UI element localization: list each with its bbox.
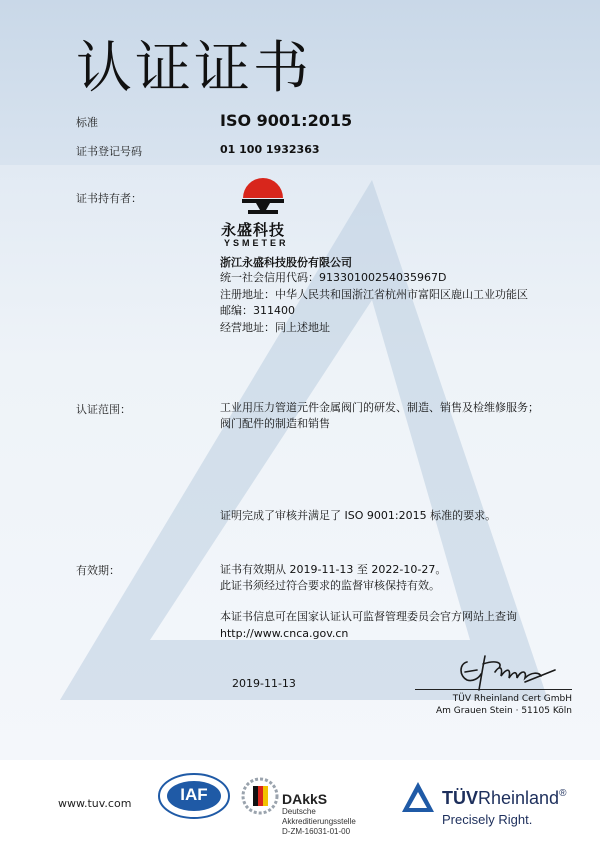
signature-icon bbox=[455, 652, 565, 692]
validity-line-2: 此证书须经过符合要求的监督审核保持有效。 bbox=[220, 579, 440, 592]
tuv-brand-light: Rheinland bbox=[478, 788, 560, 808]
company-name: 浙江永盛科技股份有限公司 bbox=[220, 256, 352, 269]
tuv-registered-mark: ® bbox=[559, 788, 567, 799]
dakks-emblem-icon bbox=[240, 776, 280, 816]
dakks-line-3: D-ZM-16031-01-00 bbox=[282, 827, 351, 836]
query-line: 本证书信息可在国家认证认可监督管理委员会官方网站上查询 bbox=[220, 610, 517, 623]
certificate-title: 认证证书 bbox=[76, 36, 312, 101]
credit-code: 统一社会信用代码：91330100254035967D bbox=[220, 271, 447, 284]
dakks-line-2: Akkreditierungsstelle bbox=[282, 817, 356, 826]
registration-number-value: 01 100 1932363 bbox=[220, 143, 320, 156]
query-url[interactable]: http://www.cnca.gov.cn bbox=[220, 627, 349, 640]
dakks-details bbox=[282, 807, 356, 837]
validity-line-1: 证书有效期从 2019-11-13 至 2022-10-27。 bbox=[220, 563, 447, 576]
tuv-brand bbox=[442, 788, 566, 809]
issue-date: 2019-11-13 bbox=[232, 677, 296, 690]
tuv-brand-bold: TÜV bbox=[442, 788, 478, 808]
website-link[interactable]: www.tuv.com bbox=[58, 797, 132, 810]
validity-label: 有效期： bbox=[76, 564, 120, 577]
scope-label: 认证范围： bbox=[76, 403, 131, 416]
iaf-label: IAF bbox=[180, 785, 208, 804]
dakks-name: DAkkS bbox=[282, 791, 328, 807]
signature-line bbox=[415, 689, 572, 690]
company-logo-icon bbox=[240, 176, 286, 218]
iaf-logo bbox=[157, 772, 231, 820]
dakks-line-1: Deutsche bbox=[282, 807, 316, 816]
logo-name: 永盛科技 bbox=[221, 221, 286, 239]
tuv-slogan: Precisely Right. bbox=[442, 812, 533, 827]
postcode: 邮编：311400 bbox=[220, 304, 295, 317]
registered-address: 注册地址：中华人民共和国浙江省杭州市富阳区鹿山工业功能区 bbox=[220, 288, 528, 301]
issuer-name: TÜV Rheinland Cert GmbH bbox=[452, 694, 572, 704]
issuer-address: Am Grauen Stein · 51105 Köln bbox=[435, 706, 572, 716]
holder-label: 证书持有者： bbox=[76, 192, 142, 205]
registration-number-label: 证书登记号码 bbox=[76, 145, 142, 158]
scope-line-2: 阀门配件的制造和销售 bbox=[220, 417, 330, 430]
standard-label: 标准 bbox=[76, 116, 98, 129]
tuv-triangle-icon bbox=[400, 780, 436, 816]
business-address: 经营地址：同上述地址 bbox=[220, 321, 330, 334]
logo-subtitle: YSMETER bbox=[224, 238, 289, 248]
scope-line-1: 工业用压力管道元件金属阀门的研发、制造、销售及检维修服务； bbox=[220, 401, 539, 414]
standard-value: ISO 9001:2015 bbox=[220, 111, 353, 130]
proof-statement: 证明完成了审核并满足了 ISO 9001:2015 标准的要求。 bbox=[220, 509, 497, 522]
